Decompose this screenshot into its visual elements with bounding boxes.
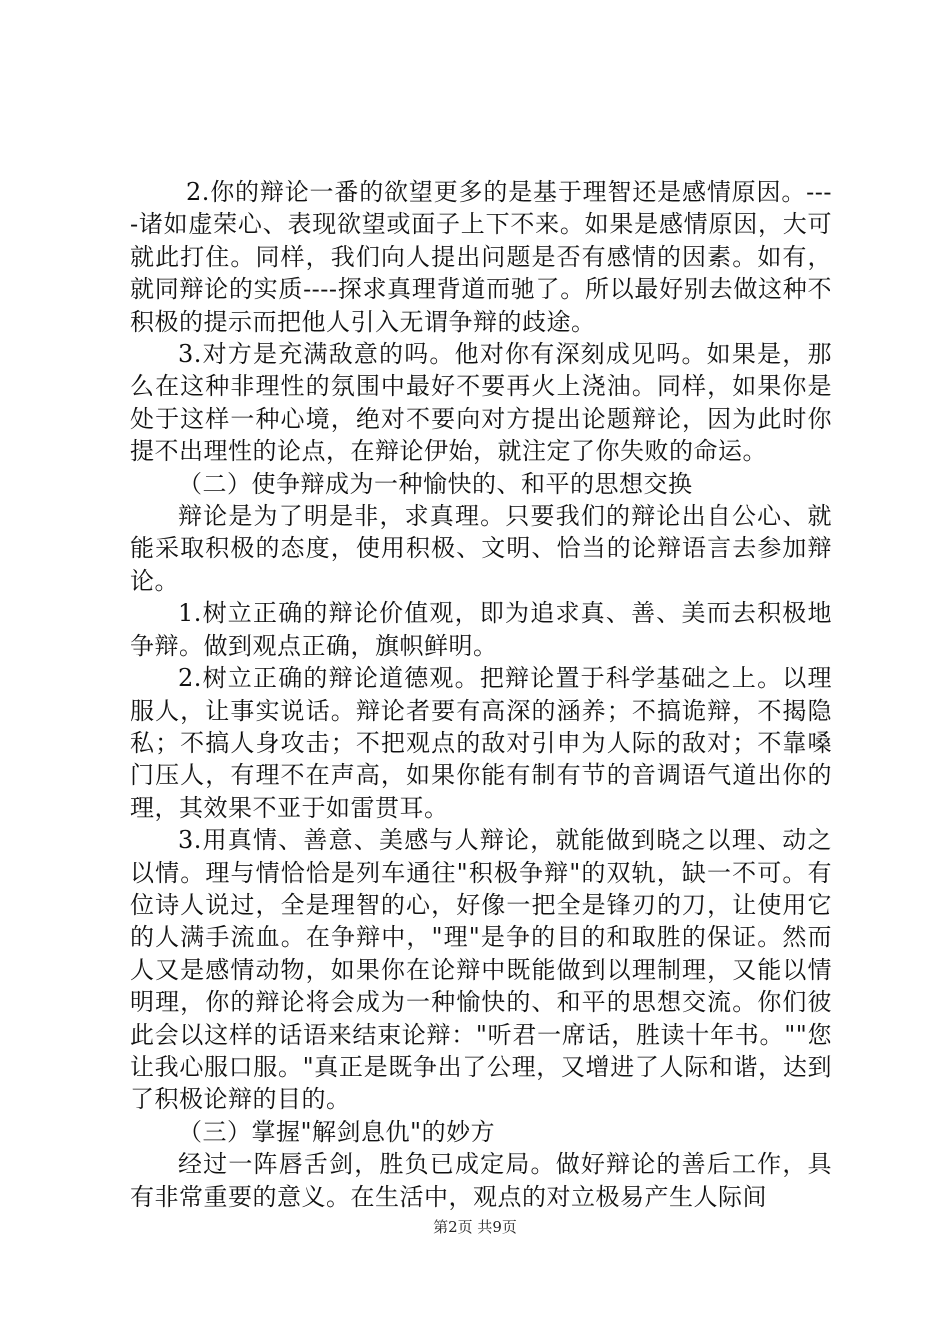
paragraph-aftermath: 经过一阵唇舌剑，胜负已成定局。做好辩论的善后工作，具有非常重要的意义。在生活中，观点的对立极易产生人际间 xyxy=(130,1150,832,1211)
paragraph-hostility: 3.对方是充满敌意的吗。他对你有深刻成见吗。如果是，那么在这种非理性的氛围中最好不要再火上浇油。同样，如果你是处于这样一种心境，绝对不要向对方提出论题辩论，因为此时你提不出理性的论点，在辩论伊始，就注定了你失败的命运。 xyxy=(130,340,832,466)
paragraph-moral-view: 2.树立正确的辩论道德观。把辩论置于科学基础之上。以理服人，让事实说话。辩论者要有高深的涵养；不搞诡辩，不揭隐私；不搞人身攻击；不把观点的敌对引申为人际的敌对；不靠嗓门压人，有理不在声高，如果你能有制有节的音调语气道出你的理，其效果不亚于如雷贯耳。 xyxy=(130,664,832,822)
paragraph-purpose-of-debate: 辩论是为了明是非，求真理。只要我们的辩论出自公心、就能采取积极的态度，使用积极、文明、恰当的论辩语言去参加辩论。 xyxy=(130,502,832,595)
page-number-footer: 第2页 共9页 xyxy=(433,1218,517,1236)
section-heading-pleasant-exchange: （二）使争辩成为一种愉快的、和平的思想交换 xyxy=(178,469,693,498)
document-body xyxy=(130,176,832,1213)
paragraph-sincerity: 3.用真情、善意、美感与人辩论，就能做到晓之以理、动之以情。理与情恰恰是列车通往"积极争辩"的双轨，缺一不可。有位诗人说过，全是理智的心，好像一把全是锋刃的刀，让使用它的人满手流血。在争辩中，"理"是争的目的和取胜的保证。然而人又是感情动物，如果你在论辩中既能做到以理制理，又能以情明理，你的辩论将会成为一种愉快的、和平的思想交流。你们彼此会以这样的话语来结束论辩："听君一席话，胜读十年书。""您让我心服口服。"真正是既争出了公理，又增进了人际和谐，达到了积极论辩的目的。 xyxy=(130,826,832,1114)
section-heading-reconciliation: （三）掌握"解剑息仇"的妙方 xyxy=(178,1117,496,1146)
paragraph-desire-reason: 2.你的辩论一番的欲望更多的是基于理智还是感情原因。----诸如虚荣心、表现欲望或面子上下不来。如果是感情原因，大可就此打住。同样，我们向人提出问题是否有感情的因素。如有，就同辩论的实质----探求真理背道而驰了。所以最好别去做这种不积极的提示而把他人引入无谓争辩的歧途。 xyxy=(130,178,832,336)
paragraph-value-view: 1.树立正确的辩论价值观，即为追求真、善、美而去积极地争辩。做到观点正确，旗帜鲜明。 xyxy=(130,599,832,660)
